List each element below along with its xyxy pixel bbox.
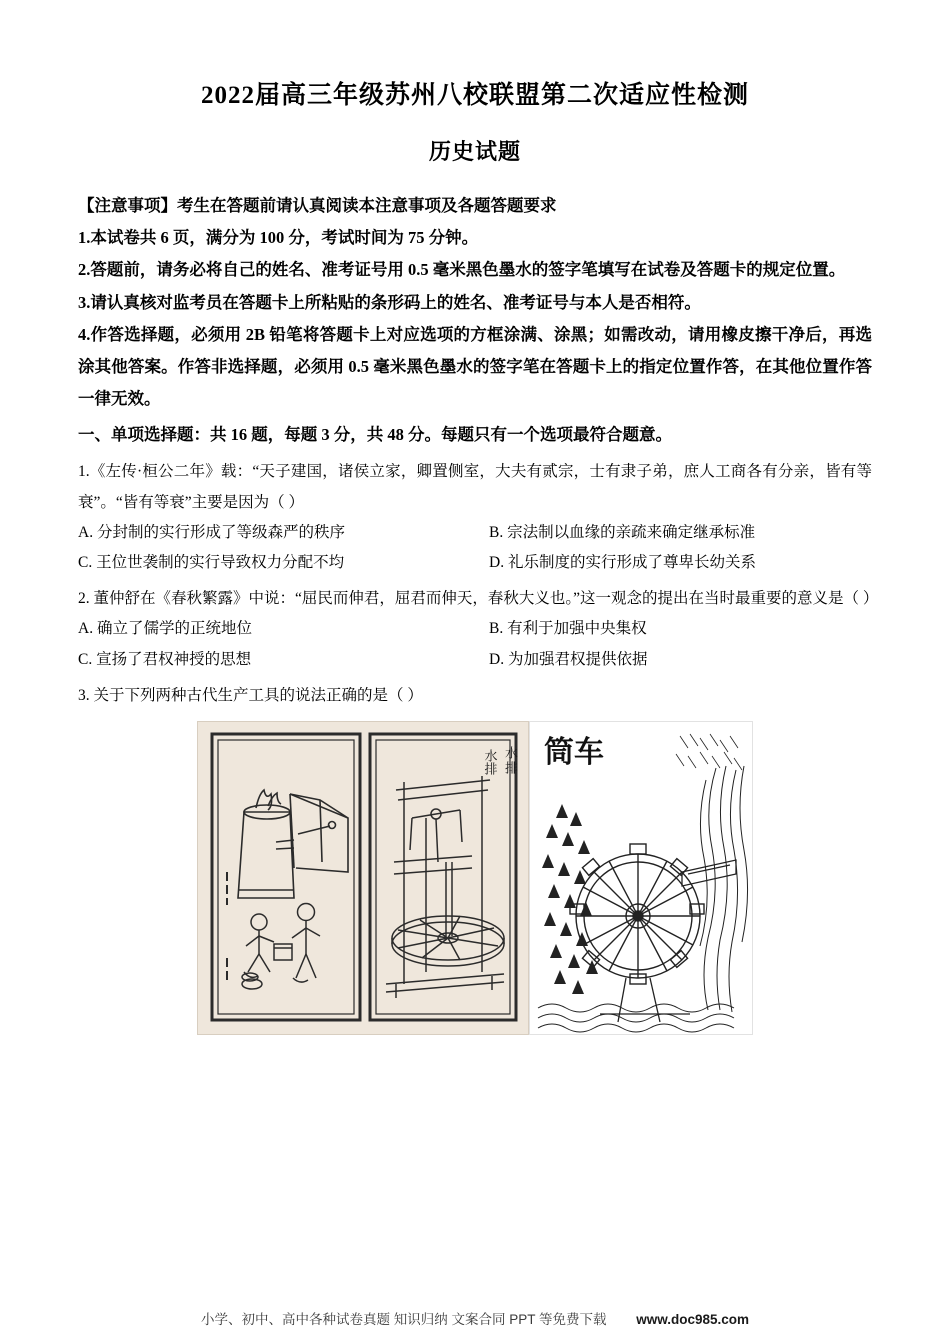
question-2-options-row-1: [78, 614, 872, 644]
document-title: 2022届高三年级苏州八校联盟第二次适应性检测: [200, 82, 749, 109]
question-1-option-b[interactable]: B. 宗法制以血缘的亲疏来确定继承标准: [489, 523, 756, 541]
question-2: [78, 584, 879, 675]
figure-shuipai-drawing: [198, 722, 528, 1034]
question-1-options-row-1: [78, 518, 872, 548]
footer: [0, 1308, 950, 1328]
question-1-options-row-2: [78, 548, 872, 578]
question-1: [78, 457, 872, 578]
notice-line-3: 3.请认真核对监考员在答题卡上所粘贴的条形码上的姓名、准考证号与本人是否相符。: [78, 292, 701, 312]
svg-text:筒车: 筒车: [544, 736, 604, 770]
notice-block: [78, 190, 872, 415]
question-1-stem: 1.《左传·桓公二年》载：“天子建国，诸侯立家，卿置侧室，大夫有贰宗，士有隶子弟，庶人工商各有分亲，皆有等衰”。“皆有等衰”主要是因为（ ）: [78, 463, 872, 511]
question-2-option-d[interactable]: D. 为加强君权提供依据: [489, 650, 648, 668]
figure-tongche-drawing: [530, 722, 752, 1034]
question-1-option-c[interactable]: C. 王位世袭制的实行导致权力分配不均: [78, 554, 345, 572]
section-heading-multiple-choice: 一、单项选择题：共 16 题，每题 3 分，共 48 分。每题只有一个选项最符合题意。: [78, 425, 672, 445]
question-2-options-row-2: [78, 645, 872, 675]
question-3-stem: 3. 关于下列两种古代生产工具的说法正确的是（ ）: [78, 686, 423, 704]
notice-line-2: 2.答题前，请务必将自己的姓名、准考证号用 0.5 毫米黑色墨水的签字笔填写在试卷及答题卡的规定位置。: [78, 260, 846, 280]
question-2-stem: 2. 董仲舒在《春秋繁露》中说：“屈民而伸君，屈君而伸天，春秋大义也。”这一观念的提出在当时最重要的意义是（ ）: [78, 590, 879, 608]
question-1-option-a[interactable]: A. 分封制的实行形成了等级森严的秩序: [78, 523, 345, 541]
question-2-option-c[interactable]: C. 宣扬了君权神授的思想: [78, 650, 252, 668]
question-3: [78, 681, 872, 711]
question-2-option-a[interactable]: A. 确立了儒学的正统地位: [78, 620, 252, 638]
document-subtitle: 历史试题: [428, 139, 521, 164]
question-1-option-d[interactable]: D. 礼乐制度的实行形成了尊卑长幼关系: [489, 554, 756, 572]
figure-shuipai-label: 水排: [503, 746, 518, 777]
notice-line-4: 4.作答选择题，必须用 2B 铅笔将答题卡上对应选项的方框涂满、涂黑；如需改动，请用橡皮擦干净后，再选涂其他答案。作答非选择题，必须用 0.5 毫米黑色墨水的签字笔在答题卡上的指定位置作答，在其他位置作答一律无效。: [78, 324, 872, 409]
figure-tongche: [529, 721, 753, 1035]
question-2-option-b[interactable]: B. 有利于加强中央集权: [489, 620, 647, 638]
footer-site[interactable]: www.doc985.com: [636, 1312, 750, 1327]
notice-heading: 【注意事项】考生在答题前请认真阅读本注意事项及各题答题要求: [78, 196, 557, 215]
svg-text:水排: 水排: [482, 749, 498, 776]
question-3-figures: [78, 721, 872, 1035]
figure-shuipai: [197, 721, 529, 1035]
footer-text: 小学、初中、高中各种试卷真题 知识归纳 文案合同 PPT 等免费下载: [200, 1312, 607, 1327]
notice-line-1: 1.本试卷共 6 页，满分为 100 分，考试时间为 75 分钟。: [78, 228, 479, 248]
